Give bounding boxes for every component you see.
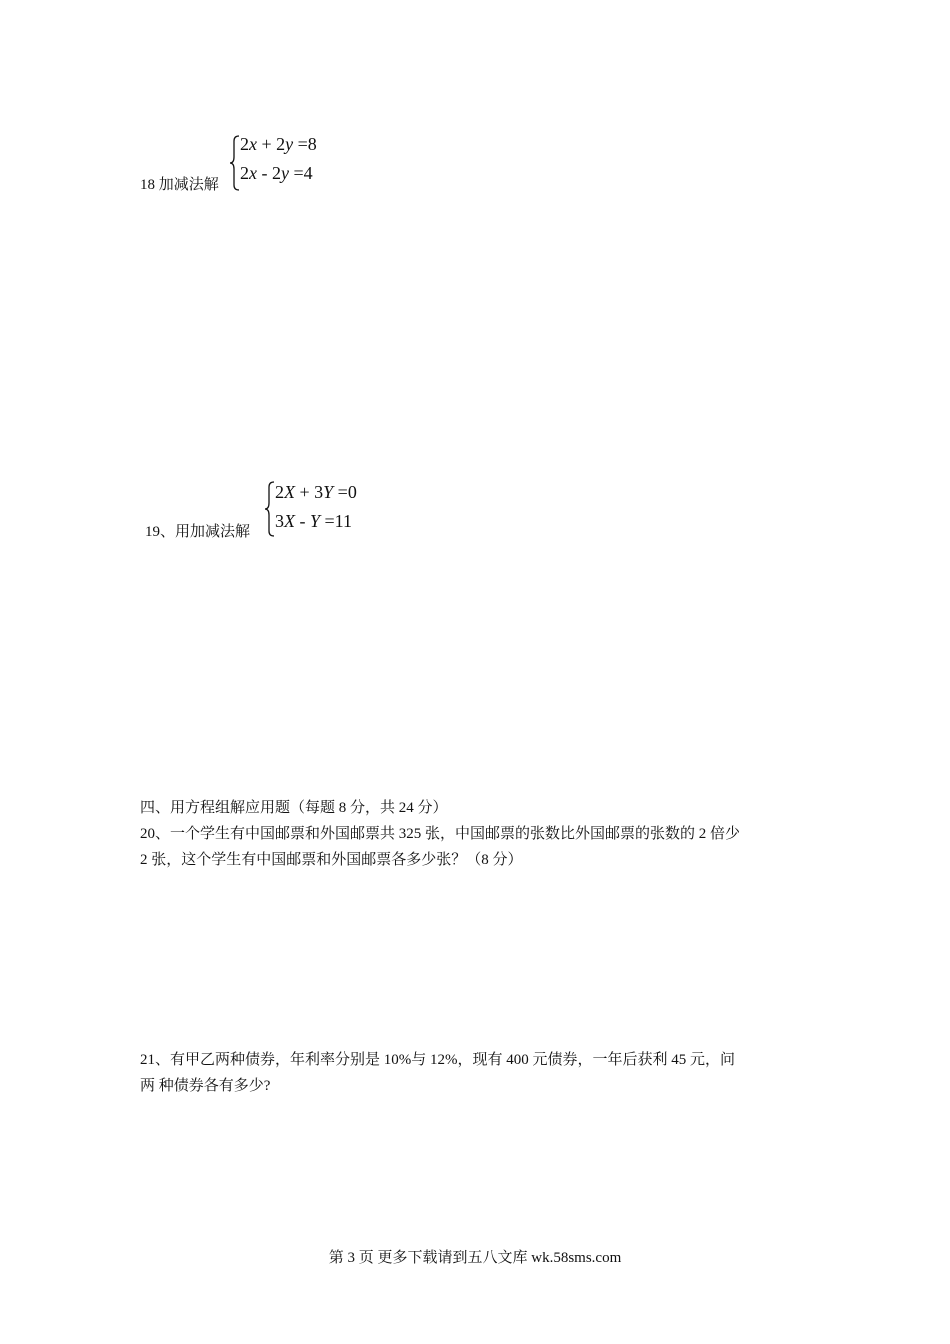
section-4-title: 四、用方程组解应用题（每题 8 分，共 24 分） — [140, 800, 448, 816]
question-18-label: 18 加减法解 — [140, 177, 219, 193]
question-20-line-2: 2 张，这个学生有中国邮票和外国邮票各多少张？（8 分） — [140, 852, 523, 868]
question-19-label: 19、用加减法解 — [145, 524, 251, 540]
equation-18-1: 2x + 2y =8 — [240, 134, 317, 154]
question-21-line-1: 21、有甲乙两种债券，年利率分别是 10%与 12%，现有 400 元债券，一年后获利 45 元，问 — [140, 1052, 735, 1068]
question-20-line-1: 20、一个学生有中国邮票和外国邮票共 325 张，中国邮票的张数比外国邮票的张数的 2 倍少 — [140, 826, 741, 842]
equation-19-2: 3X - Y =11 — [275, 511, 352, 531]
equation-18-2: 2x - 2y =4 — [240, 163, 313, 183]
equation-19-1: 2X + 3Y =0 — [275, 482, 357, 502]
page-footer: 第 3 页 更多下载请到五八文库 wk.58sms.com — [328, 1250, 622, 1266]
question-21-line-2: 两 种债券各有多少? — [140, 1078, 271, 1094]
